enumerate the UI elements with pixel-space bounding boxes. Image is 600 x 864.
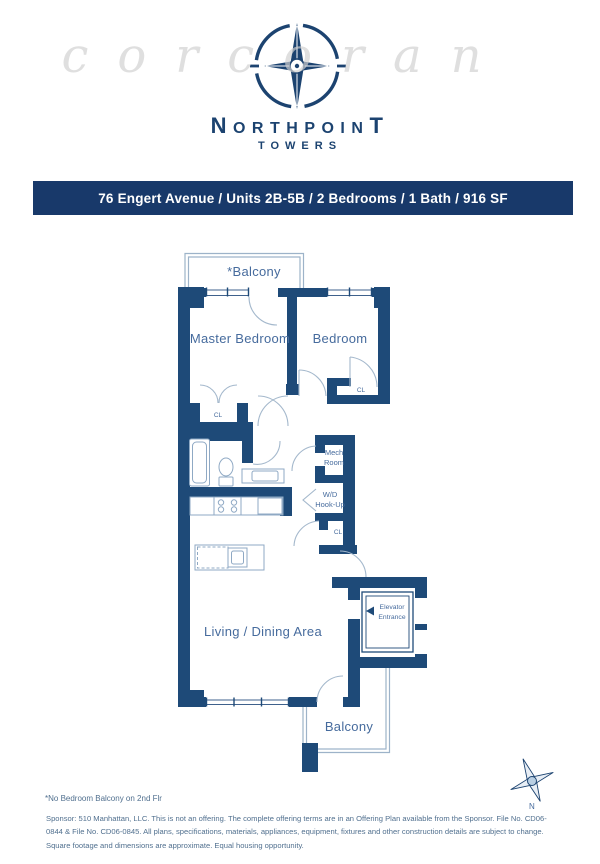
sponsor-disclaimer: [46, 812, 547, 852]
balcony-railing-bottom: [303, 668, 390, 753]
brand-subtitle: TOWERS: [257, 140, 343, 152]
disclaimer-line: Square footage and dimensions are approximate. Equal housing opportunity.: [46, 840, 304, 850]
toilet: [219, 458, 233, 486]
label-bedroom: Bedroom: [312, 331, 368, 346]
label-wd-hookup-1: W/D: [322, 490, 338, 499]
brand-letter-first: N: [210, 113, 233, 138]
north-label: N: [529, 802, 535, 811]
label-elevator-2: Entrance: [378, 614, 406, 621]
label-closet-hall: CL: [333, 529, 343, 536]
brand-letters-mid: ORTHPOIN: [232, 120, 370, 137]
kitchen-counter: [190, 497, 283, 515]
label-closet-master: CL: [213, 412, 223, 419]
label-elevator-1: Elevator: [379, 604, 405, 611]
label-balcony-top: *Balcony: [227, 264, 281, 279]
address-banner: [33, 181, 573, 215]
elevator-shaft: [362, 592, 413, 652]
disclaimer-line: Sponsor: 510 Manhattan, LLC. This is not an offering. The complete offering terms are in an Offering Plan available from the Sponsor. File No. CD06-: [46, 814, 547, 823]
label-mech-room-1: Mech: [324, 448, 344, 457]
label-master-bedroom: Master Bedroom: [189, 331, 291, 346]
label-closet-bedroom: CL: [356, 387, 366, 394]
watermark-text: corcoran: [61, 28, 511, 84]
kitchen-island: [195, 545, 264, 570]
address-banner-text: 76 Engert Avenue / Units 2B-5B / 2 Bedrooms / 1 Bath / 916 SF: [98, 190, 508, 206]
label-living-dining: Living / Dining Area: [203, 624, 323, 639]
north-compass-icon: [495, 745, 585, 815]
brand-wordmark: [0, 113, 600, 139]
sink-vanity: [242, 469, 284, 483]
balcony-footnote: *No Bedroom Balcony on 2nd Flr: [45, 794, 162, 803]
label-wd-hookup-2: Hook-Up: [315, 500, 345, 509]
bathtub: [190, 439, 210, 486]
floor-plan: [140, 240, 460, 785]
label-balcony-bottom: Balcony: [324, 719, 374, 734]
brand-letter-last: T: [369, 113, 390, 138]
disclaimer-line: 0844 & File No. CD06-0845. All plans, specifications, materials, appliances, equipment, fixtures and other construction details are subject to change.: [46, 827, 544, 837]
label-mech-room-2: Room: [323, 458, 345, 467]
